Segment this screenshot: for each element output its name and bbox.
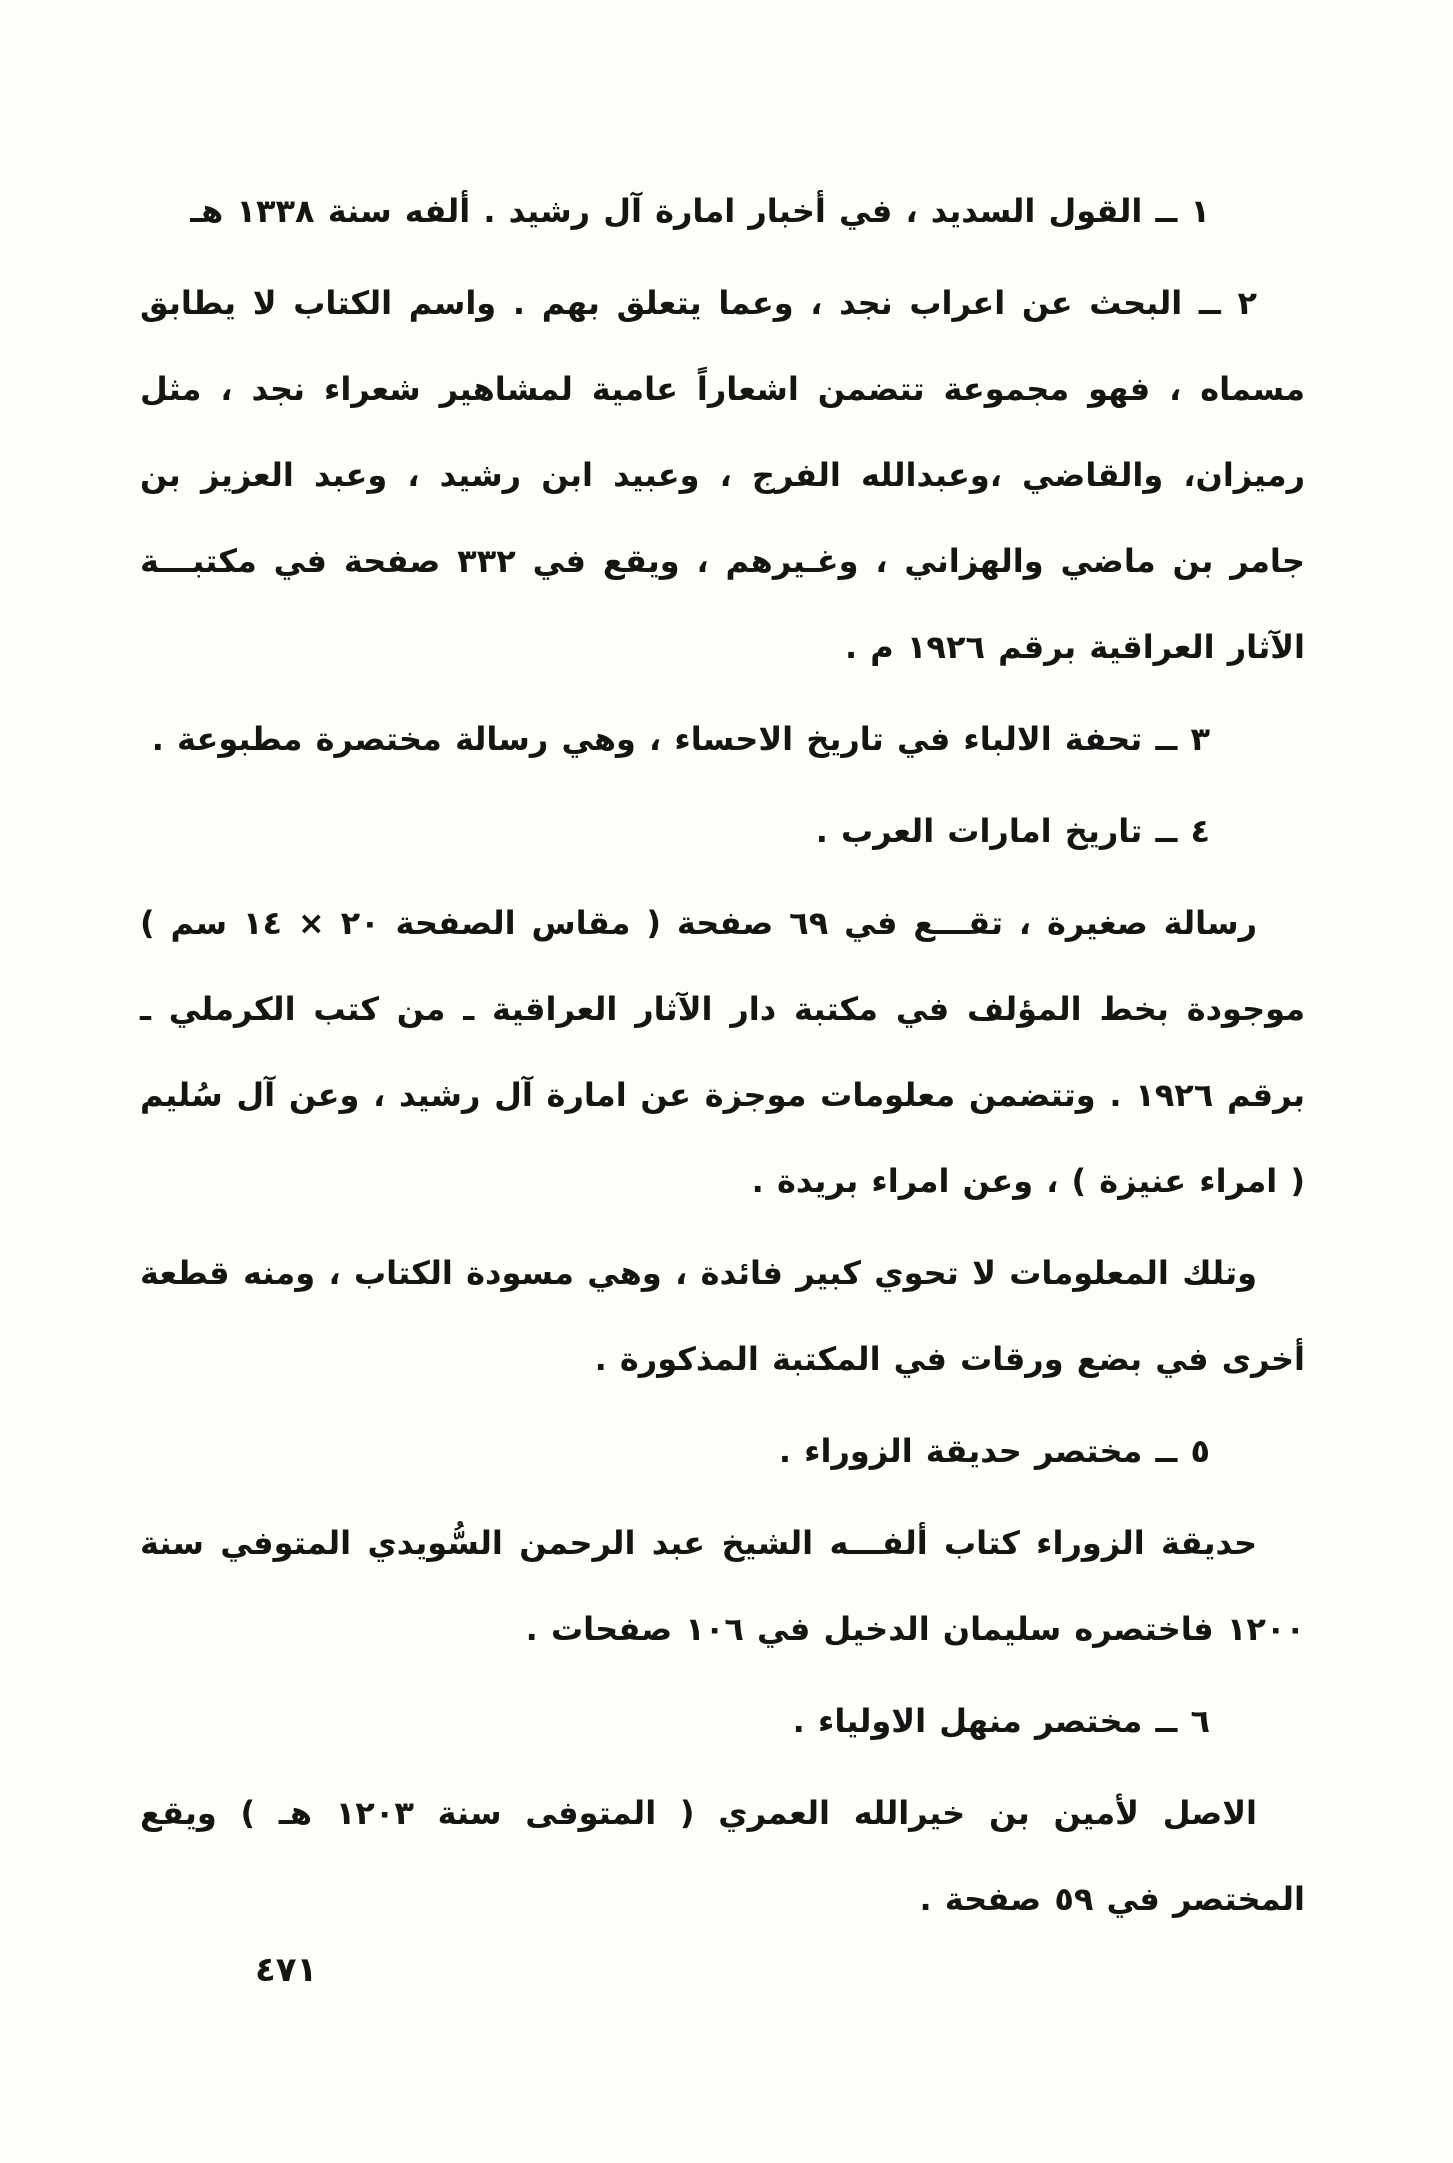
entry-6-description-paragraph: الاصل لأمين بن خيرالله العمري ( المتوفى سنة ١٢٠٣ هـ ) ويقع المختصر في ٥٩ صفحة . <box>140 1794 1305 1918</box>
page-number: ٤٧١ <box>255 1950 318 1990</box>
entry-6-mukhtasar-manhal-alawliya: ٦ ــ مختصر منهل الاولياء . <box>792 1702 1210 1740</box>
entry-5-description-paragraph: حديقة الزوراء كتاب ألفـــه الشيخ عبد الرحمن السُّويدي المتوفي سنة ١٢٠٠ فاختصره سليمان الدخيل في ١٠٦ صفحات . <box>140 1524 1305 1648</box>
entry-3-tuhfat-alalba: ٣ ــ تحفة الالباء في تاريخ الاحساء ، وهي رسالة مختصرة مطبوعة . <box>151 720 1210 758</box>
entry-5-mukhtasar-hadiqat-alzawra: ٥ ــ مختصر حديقة الزوراء . <box>778 1432 1210 1470</box>
body-text <box>140 168 1305 1948</box>
entry-4-tarikh-imarat-alarab: ٤ ــ تاريخ امارات العرب . <box>815 812 1210 850</box>
entry-1-alqawl-alsadid: ١ ــ القول السديد ، في أخبار امارة آل رشيد . ألفه سنة ١٣٣٨ هـ <box>190 192 1210 230</box>
entry-2-albahth-an-arab-najd: ٢ ــ البحث عن اعراب نجد ، وعما يتعلق بهم . واسم الكتاب لا يطابق مسماه ، فهو مجموعة تتضمن اشعاراً عامية لمشاهير شعراء نجد ، مثل رميزان، والقاضي ،وعبدالله الفرج ، وعبيد ابن رشيد ، وعبد العزيز بن جامر بن ماضي والهزاني ، وغـيرهم ، ويقع في ٣٣٢ صفحة في مكتبـــة الآثار العراقية برقم ١٩٢٦ م . <box>140 284 1306 666</box>
entry-4-note-paragraph: وتلك المعلومات لا تحوي كبير فائدة ، وهي مسودة الكتاب ، ومنه قطعة أخرى في بضع ورقات في المكتبة المذكورة . <box>140 1254 1305 1378</box>
entry-4-description-paragraph: رسالة صغيرة ، تقـــع في ٦٩ صفحة ( مقاس الصفحة ٢٠ × ١٤ سم ) موجودة بخط المؤلف في مكتبة دار الآثار العراقية ـ من كتب الكرملي ـ برقم ١٩٢٦ . وتتضمن معلومات موجزة عن امارة آل رشيد ، وعن آل سُليم ( امراء عنيزة ) ، وعن امراء بريدة . <box>140 904 1306 1200</box>
